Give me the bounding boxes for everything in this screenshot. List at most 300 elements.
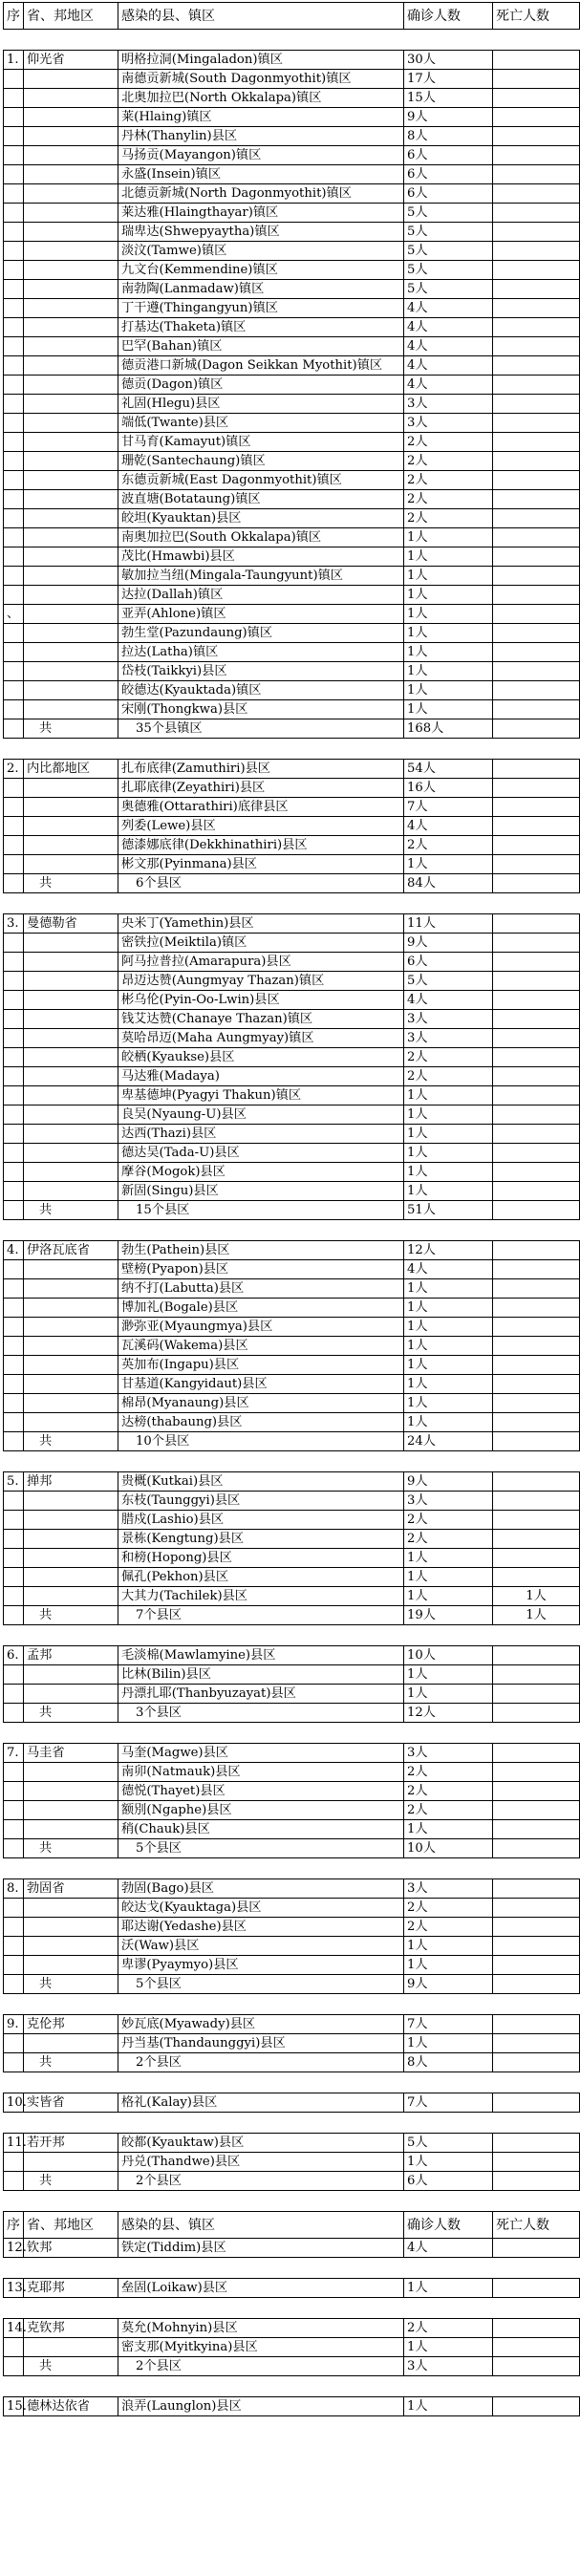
row-number [4, 1606, 24, 1625]
area-name: 丹兑(Thandwe)县区 [118, 2153, 404, 2172]
area-name: 亚弄(Ahlone)镇区 [118, 605, 404, 624]
row-number [4, 1899, 24, 1918]
table-row [4, 1356, 580, 1375]
death-count [493, 1801, 580, 1820]
death-count [493, 1241, 580, 1260]
spacer-row [4, 30, 580, 51]
area-name: 沃(Waw)县区 [118, 1937, 404, 1956]
table-row [4, 681, 580, 700]
death-count [493, 1763, 580, 1782]
table-row [4, 2015, 580, 2034]
table-row [4, 662, 580, 681]
table-header-row [4, 2212, 580, 2239]
row-number: 11. [4, 2134, 24, 2153]
region-name [24, 855, 118, 874]
confirmed-count: 3人 [404, 1029, 493, 1048]
total-label: 共 [24, 874, 118, 893]
confirmed-count: 2人 [404, 1511, 493, 1530]
area-name: 密支那(Myitkyina)县区 [118, 2338, 404, 2357]
row-number [4, 953, 24, 972]
row-number [4, 2338, 24, 2357]
region-name: 若开邦 [24, 2134, 118, 2153]
spacer-cell [118, 2298, 404, 2319]
confirmed-count: 17人 [404, 70, 493, 89]
total-row [4, 1704, 580, 1723]
table-row [4, 1067, 580, 1086]
region-name [24, 1782, 118, 1801]
row-number [4, 2172, 24, 2191]
death-count [493, 1318, 580, 1337]
row-number: 12. [4, 2239, 24, 2258]
table-row [4, 1394, 580, 1413]
table-row [4, 1820, 580, 1839]
column-header: 感染的县、镇区 [118, 2212, 404, 2239]
table-row [4, 356, 580, 376]
region-name [24, 509, 118, 528]
spacer-cell [493, 2258, 580, 2279]
spacer-cell [118, 30, 404, 51]
death-count [493, 855, 580, 874]
area-name: 端低(Twante)县区 [118, 414, 404, 433]
death-count [493, 242, 580, 261]
total-deaths [493, 1704, 580, 1723]
row-number: 5. [4, 1472, 24, 1492]
area-name: 勃生堂(Pazundaung)镇区 [118, 624, 404, 643]
table-row [4, 204, 580, 223]
total-area-count: 7个县区 [118, 1606, 404, 1625]
death-count [493, 165, 580, 184]
death-count [493, 1918, 580, 1937]
spacer-cell [493, 2298, 580, 2319]
row-number [4, 681, 24, 700]
confirmed-count: 8人 [404, 127, 493, 146]
region-name [24, 165, 118, 184]
row-number [4, 1587, 24, 1606]
confirmed-count: 5人 [404, 2134, 493, 2153]
total-row [4, 2357, 580, 2376]
death-count [493, 2153, 580, 2172]
death-count [493, 547, 580, 567]
spacer-row [4, 1994, 580, 2015]
row-number: 、 [4, 605, 24, 624]
region-name [24, 1279, 118, 1299]
row-number: 2. [4, 760, 24, 779]
spacer-cell [24, 1858, 118, 1879]
death-count [493, 1685, 580, 1704]
spacer-row [4, 2113, 580, 2134]
region-name [24, 1106, 118, 1125]
row-number [4, 127, 24, 146]
death-count [493, 1010, 580, 1029]
confirmed-count: 2人 [404, 1899, 493, 1918]
confirmed-count: 2人 [404, 1801, 493, 1820]
spacer-cell [404, 893, 493, 914]
confirmed-count: 1人 [404, 1182, 493, 1201]
table-row [4, 914, 580, 934]
region-name: 克耶邦 [24, 2279, 118, 2298]
death-count [493, 1163, 580, 1182]
row-number [4, 662, 24, 681]
table-row [4, 1587, 580, 1606]
confirmed-count: 1人 [404, 2034, 493, 2053]
row-number: 10. [4, 2093, 24, 2113]
area-name: 皎都(Kyauktaw)县区 [118, 2134, 404, 2153]
spacer-cell [4, 1220, 24, 1241]
total-area-count: 2个县区 [118, 2172, 404, 2191]
table-row [4, 528, 580, 547]
area-name: 丹当基(Thandaunggyi)县区 [118, 2034, 404, 2053]
total-area-count: 5个县区 [118, 1975, 404, 1994]
area-name: 马达雅(Madaya) [118, 1067, 404, 1086]
confirmed-count: 3人 [404, 1744, 493, 1763]
row-number [4, 1782, 24, 1801]
confirmed-count: 4人 [404, 991, 493, 1010]
table-row [4, 414, 580, 433]
area-name: 达西(Thazi)县区 [118, 1125, 404, 1144]
spacer-cell [24, 1723, 118, 1744]
row-number [4, 223, 24, 242]
death-count [493, 2034, 580, 2053]
table-header-row [4, 3, 580, 30]
total-deaths: 1人 [493, 1606, 580, 1625]
area-name: 莫哈昂迈(Maha Aungmyay)镇区 [118, 1029, 404, 1048]
area-name: 垒固(Loikaw)县区 [118, 2279, 404, 2298]
table-row [4, 1029, 580, 1048]
region-name: 马圭省 [24, 1744, 118, 1763]
spacer-cell [118, 2258, 404, 2279]
spacer-cell [404, 2376, 493, 2397]
confirmed-count: 2人 [404, 490, 493, 509]
row-number [4, 204, 24, 223]
death-count [493, 1029, 580, 1048]
confirmed-count: 5人 [404, 223, 493, 242]
area-name: 铁定(Tiddim)县区 [118, 2239, 404, 2258]
total-row [4, 1975, 580, 1994]
table-row [4, 567, 580, 586]
row-number [4, 700, 24, 719]
total-deaths [493, 2357, 580, 2376]
death-count [493, 490, 580, 509]
confirmed-count: 2人 [404, 836, 493, 855]
region-name [24, 547, 118, 567]
death-count [493, 972, 580, 991]
spacer-cell [404, 1451, 493, 1472]
table-row [4, 337, 580, 356]
confirmed-count: 1人 [404, 1937, 493, 1956]
row-number [4, 991, 24, 1010]
spacer-cell [4, 2113, 24, 2134]
confirmed-count: 1人 [404, 1549, 493, 1568]
death-count [493, 2015, 580, 2034]
table-row [4, 1744, 580, 1763]
death-count [493, 204, 580, 223]
region-name: 钦邦 [24, 2239, 118, 2258]
area-name: 妙瓦底(Myawady)县区 [118, 2015, 404, 2034]
confirmed-count: 5人 [404, 261, 493, 280]
column-header: 确诊人数 [404, 2212, 493, 2239]
spacer-cell [404, 1220, 493, 1241]
row-number [4, 280, 24, 299]
region-name [24, 1937, 118, 1956]
total-area-count: 3个县区 [118, 1704, 404, 1723]
area-name: 稍(Chauk)县区 [118, 1820, 404, 1839]
total-row [4, 2053, 580, 2072]
region-name [24, 2153, 118, 2172]
table-row [4, 1144, 580, 1163]
spacer-cell [118, 2191, 404, 2212]
area-name: 德贡港口新城(Dagon Seikkan Myothit)镇区 [118, 356, 404, 376]
region-name: 克钦邦 [24, 2319, 118, 2338]
row-number [4, 586, 24, 605]
row-number: 9. [4, 2015, 24, 2034]
table-row [4, 318, 580, 337]
table-row [4, 1665, 580, 1685]
spacer-cell [404, 1994, 493, 2015]
spacer-cell [118, 2376, 404, 2397]
region-name: 克伦邦 [24, 2015, 118, 2034]
table-row [4, 1163, 580, 1182]
confirmed-count: 15人 [404, 89, 493, 108]
death-count [493, 1782, 580, 1801]
spacer-row [4, 2298, 580, 2319]
confirmed-count: 7人 [404, 2015, 493, 2034]
spacer-cell [493, 2191, 580, 2212]
table-row [4, 1685, 580, 1704]
area-name: 宋刚(Thongkwa)县区 [118, 700, 404, 719]
region-name [24, 1763, 118, 1782]
confirmed-count: 7人 [404, 2093, 493, 2113]
table-row [4, 1492, 580, 1511]
spacer-cell [118, 739, 404, 760]
total-confirmed: 168人 [404, 719, 493, 739]
table-row [4, 1511, 580, 1530]
region-name [24, 1299, 118, 1318]
confirmed-count: 2人 [404, 1530, 493, 1549]
region-name [24, 779, 118, 798]
confirmed-count: 1人 [404, 681, 493, 700]
death-count [493, 2319, 580, 2338]
region-name [24, 1685, 118, 1704]
total-confirmed: 24人 [404, 1432, 493, 1451]
region-name [24, 395, 118, 414]
death-count [493, 798, 580, 817]
region-name [24, 356, 118, 376]
death-count [493, 1182, 580, 1201]
spacer-cell [493, 2072, 580, 2093]
region-name [24, 817, 118, 836]
total-row [4, 1201, 580, 1220]
death-count [493, 2397, 580, 2416]
region-name [24, 376, 118, 395]
row-number [4, 337, 24, 356]
table-row [4, 261, 580, 280]
area-name: 勃固(Bago)县区 [118, 1879, 404, 1899]
spacer-cell [24, 893, 118, 914]
confirmed-count: 1人 [404, 1394, 493, 1413]
area-name: 北德贡新城(North Dagonmyothit)镇区 [118, 184, 404, 204]
region-name [24, 127, 118, 146]
spacer-cell [24, 2258, 118, 2279]
region-name [24, 1260, 118, 1279]
region-name [24, 280, 118, 299]
region-name [24, 337, 118, 356]
area-name: 大其力(Tachilek)县区 [118, 1587, 404, 1606]
table-row [4, 70, 580, 89]
death-count [493, 836, 580, 855]
row-number [4, 261, 24, 280]
confirmed-count: 1人 [404, 1106, 493, 1125]
total-deaths [493, 1839, 580, 1858]
row-number [4, 108, 24, 127]
death-count [493, 452, 580, 471]
confirmed-count: 2人 [404, 509, 493, 528]
total-deaths [493, 874, 580, 893]
region-name: 曼德勒省 [24, 914, 118, 934]
row-number [4, 1356, 24, 1375]
row-number [4, 433, 24, 452]
spacer-cell [118, 2072, 404, 2093]
spacer-cell [118, 893, 404, 914]
confirmed-count: 4人 [404, 356, 493, 376]
total-deaths [493, 719, 580, 739]
area-name: 茂比(Hmawbi)县区 [118, 547, 404, 567]
region-name [24, 528, 118, 547]
spacer-cell [493, 1451, 580, 1472]
row-number [4, 1318, 24, 1337]
confirmed-count: 5人 [404, 280, 493, 299]
spacer-row [4, 2072, 580, 2093]
table-row [4, 1260, 580, 1279]
death-count [493, 1356, 580, 1375]
region-name [24, 1318, 118, 1337]
confirmed-count: 1人 [404, 1820, 493, 1839]
table-row [4, 779, 580, 798]
death-count [493, 2338, 580, 2357]
area-name: 腊戍(Lashio)县区 [118, 1511, 404, 1530]
spacer-cell [4, 893, 24, 914]
table-row [4, 1241, 580, 1260]
area-name: 良吴(Nyaung-U)县区 [118, 1106, 404, 1125]
row-number [4, 318, 24, 337]
spacer-cell [493, 2376, 580, 2397]
spacer-cell [24, 2113, 118, 2134]
region-name [24, 1511, 118, 1530]
spacer-cell [493, 739, 580, 760]
region-name: 实皆省 [24, 2093, 118, 2113]
confirmed-count: 2人 [404, 1067, 493, 1086]
row-number [4, 1182, 24, 1201]
row-number [4, 2053, 24, 2072]
region-name [24, 1010, 118, 1029]
table-row [4, 1048, 580, 1067]
spacer-cell [404, 2113, 493, 2134]
area-name: 南德贡新城(South Dagonmyothit)镇区 [118, 70, 404, 89]
row-number [4, 1299, 24, 1318]
table-row [4, 2153, 580, 2172]
total-confirmed: 84人 [404, 874, 493, 893]
region-name: 孟邦 [24, 1646, 118, 1665]
row-number [4, 70, 24, 89]
confirmed-count: 12人 [404, 1241, 493, 1260]
spacer-cell [404, 2298, 493, 2319]
area-name: 明格拉洞(Mingaladon)镇区 [118, 51, 404, 70]
death-count [493, 1279, 580, 1299]
table-row [4, 280, 580, 299]
region-name [24, 1587, 118, 1606]
total-label: 共 [24, 1975, 118, 1994]
row-number [4, 1125, 24, 1144]
table-row [4, 1375, 580, 1394]
area-name: 卑谬(Pyaymyo)县区 [118, 1956, 404, 1975]
area-name: 密铁拉(Meiktila)镇区 [118, 934, 404, 953]
spacer-row [4, 739, 580, 760]
death-count [493, 376, 580, 395]
total-label: 共 [24, 719, 118, 739]
region-name [24, 299, 118, 318]
spacer-cell [118, 2113, 404, 2134]
confirmed-count: 11人 [404, 914, 493, 934]
region-name [24, 471, 118, 490]
row-number [4, 1918, 24, 1937]
row-number [4, 395, 24, 414]
area-name: 摩谷(Mogok)县区 [118, 1163, 404, 1182]
confirmed-count: 1人 [404, 1568, 493, 1587]
region-name [24, 700, 118, 719]
row-number [4, 972, 24, 991]
row-number [4, 356, 24, 376]
area-name: 拉达(Latha)镇区 [118, 643, 404, 662]
death-count [493, 1375, 580, 1394]
area-name: 列委(Lewe)县区 [118, 817, 404, 836]
row-number [4, 836, 24, 855]
area-name: 彬文那(Pyinmana)县区 [118, 855, 404, 874]
table-row [4, 51, 580, 70]
spacer-cell [404, 1723, 493, 1744]
spacer-row [4, 2258, 580, 2279]
death-count [493, 509, 580, 528]
table-row [4, 2319, 580, 2338]
region-name [24, 1530, 118, 1549]
spacer-row [4, 1858, 580, 1879]
row-number [4, 1975, 24, 1994]
spacer-cell [493, 1625, 580, 1646]
table-row [4, 127, 580, 146]
death-count [493, 1260, 580, 1279]
spacer-cell [24, 2191, 118, 2212]
region-name [24, 2338, 118, 2357]
area-name: 马奎(Magwe)县区 [118, 1744, 404, 1763]
confirmed-count: 1人 [404, 1163, 493, 1182]
confirmed-count: 9人 [404, 1472, 493, 1492]
region-name [24, 1356, 118, 1375]
total-label: 共 [24, 2172, 118, 2191]
total-deaths [493, 1201, 580, 1220]
table-row [4, 605, 580, 624]
area-name: 和榜(Hopong)县区 [118, 1549, 404, 1568]
region-name [24, 1665, 118, 1685]
table-row [4, 299, 580, 318]
spacer-cell [4, 2072, 24, 2093]
total-deaths [493, 2053, 580, 2072]
area-name: 新固(Singu)县区 [118, 1182, 404, 1201]
area-name: 丁干遵(Thingangyun)镇区 [118, 299, 404, 318]
region-name [24, 70, 118, 89]
table-row [4, 1568, 580, 1587]
row-number [4, 643, 24, 662]
row-number [4, 874, 24, 893]
table-row [4, 760, 580, 779]
death-count [493, 471, 580, 490]
